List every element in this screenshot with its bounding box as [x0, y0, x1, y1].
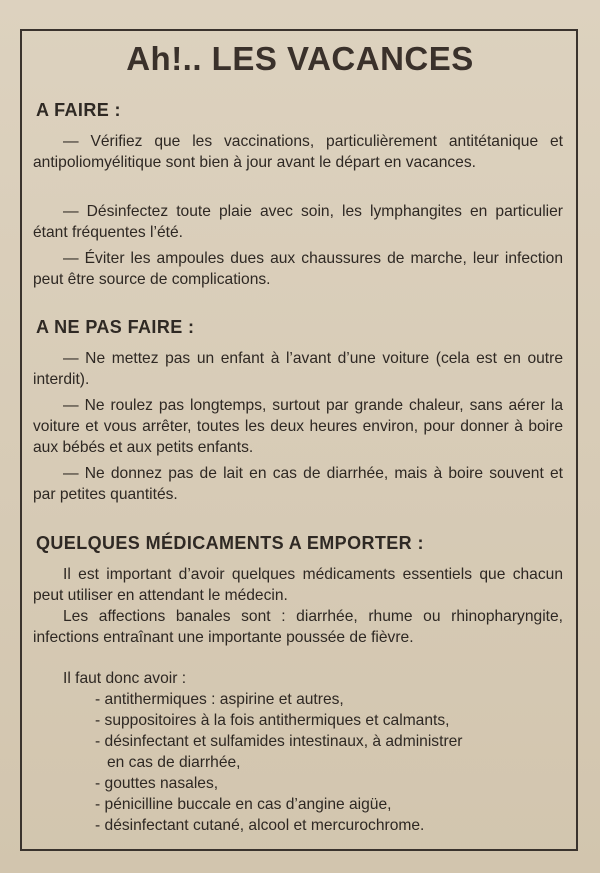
paragraph-il-faut: Il faut donc avoir :: [63, 670, 187, 687]
heading-a-faire: A FAIRE :: [36, 100, 121, 120]
paragraph-desinfectez: — Désinfectez toute plaie avec soin, les lymphangites en particulier étant fréquentes l’été.: [33, 203, 563, 241]
heading-medicaments: QUELQUES MÉDICAMENTS A EMPORTER :: [36, 533, 424, 553]
list-item: - désinfectant cutané, alcool et mercurochrome.: [95, 817, 425, 834]
paragraph-roulez: — Ne roulez pas longtemps, surtout par grande chaleur, sans aérer la voiture et vous arrêter, toutes les deux heures environ, pour donner à boire aux bébés et aux petits enfants.: [33, 397, 563, 456]
paragraph-ampoules: — Éviter les ampoules dues aux chaussures de marche, leur infection peut être source de complications.: [33, 250, 563, 288]
heading-a-ne-pas-faire: A NE PAS FAIRE :: [36, 317, 195, 337]
article-title: Ah!.. LES VACANCES: [126, 40, 474, 77]
list-item-continuation: en cas de diarrhée,: [107, 754, 241, 771]
list-item: - gouttes nasales,: [95, 775, 219, 792]
list-item: - désinfectant et sulfamides intestinaux, à administrer: [95, 733, 463, 750]
paragraph-enfant-voiture: — Ne mettez pas un enfant à l’avant d’une voiture (cela est en outre interdit).: [33, 350, 563, 388]
list-item: - suppositoires à la fois antithermiques et calmants,: [95, 712, 450, 729]
paragraph-important: Il est important d’avoir quelques médicaments essentiels que chacun peut utiliser en attendant le médecin.: [33, 566, 563, 604]
list-item: - pénicilline buccale en cas d’angine aigüe,: [95, 796, 392, 813]
paragraph-vaccinations: — Vérifiez que les vaccinations, particulièrement antitétanique et antipoliomyélitique sont bien à jour avant le départ en vacances.: [33, 133, 563, 171]
list-item: - antithermiques : aspirine et autres,: [95, 691, 344, 708]
paragraph-lait: — Ne donnez pas de lait en cas de diarrhée, mais à boire souvent et par petites quantités.: [33, 465, 563, 503]
paragraph-affections: Les affections banales sont : diarrhée, rhume ou rhinopharyngite, infections entraînant une importante poussée de fièvre.: [33, 608, 563, 646]
